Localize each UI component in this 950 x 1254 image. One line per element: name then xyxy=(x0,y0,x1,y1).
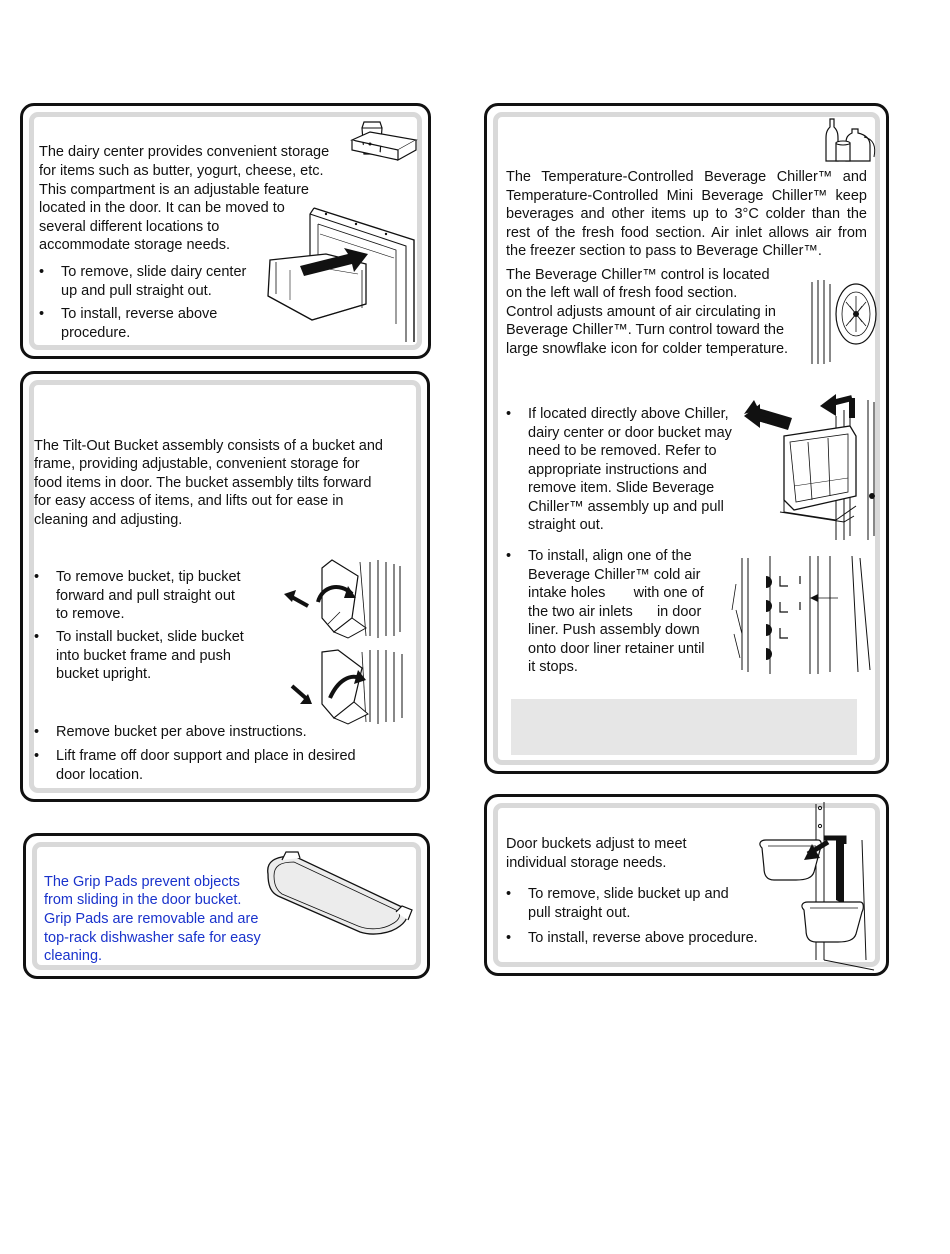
bullet-line: intake holes with one of xyxy=(528,585,704,601)
chiller-control-line: Beverage Chiller™. Turn control toward the xyxy=(506,322,785,338)
bullet-line: appropriate instructions and xyxy=(528,462,707,478)
tilt-intro-line: frame, providing adjustable, convenient storage for xyxy=(34,456,360,472)
bullet-line: straight out. xyxy=(528,517,604,533)
bullet-line: Lift frame off door support and place in desired xyxy=(56,748,356,764)
bullet-line: To remove, slide bucket up and xyxy=(528,886,729,902)
bullet-line: liner. Push assembly down xyxy=(528,622,700,638)
dairy-intro-line: several different locations to xyxy=(39,219,220,235)
bullet-line: dairy center or door bucket may xyxy=(528,425,732,441)
chiller-control-line: on the left wall of fresh food section. xyxy=(506,285,738,301)
chiller-intro-line: The Temperature-Controlled Beverage Chiller™ and xyxy=(506,169,867,185)
bullet-line: the two air inlets in door xyxy=(528,604,702,620)
bullet-symbol: • xyxy=(506,886,512,902)
bullet-line: Beverage Chiller™ cold air xyxy=(528,567,701,583)
bullet-line: To remove bucket, tip bucket xyxy=(56,569,241,585)
chiller-control-dial-illustration xyxy=(806,276,878,366)
bullet-line: into bucket frame and push xyxy=(56,648,231,664)
bullet-line: Remove bucket per above instructions. xyxy=(56,724,307,740)
dairy-intro-line: accommodate storage needs. xyxy=(39,237,231,253)
chiller-intro-line: rest of the fresh food section. Air inlet allows air from xyxy=(506,225,867,241)
grip-pads-line: top-rack dishwasher safe for easy xyxy=(44,930,261,946)
grip-pads-line: Grip Pads are removable and are xyxy=(44,911,259,927)
dairy-food-icon xyxy=(350,118,420,162)
bullet-line: To remove, slide dairy center xyxy=(61,264,247,280)
bullet-line: it stops. xyxy=(528,659,578,675)
bullet-symbol: • xyxy=(34,569,40,585)
bullet-line: If located directly above Chiller, xyxy=(528,406,729,422)
bullet-line: procedure. xyxy=(61,325,131,341)
bullet-symbol: • xyxy=(39,306,45,322)
grip-pads-line: cleaning. xyxy=(44,948,103,964)
bullet-line: To install bucket, slide bucket xyxy=(56,629,244,645)
chiller-install-illustration xyxy=(730,554,876,676)
grip-pads-line: The Grip Pads prevent objects xyxy=(44,874,240,890)
door-buckets-intro-line: individual storage needs. xyxy=(506,855,667,871)
bullet-line: pull straight out. xyxy=(528,905,631,921)
chiller-removal-illustration xyxy=(744,396,878,542)
bullet-line: To install, reverse above procedure. xyxy=(528,930,758,946)
tilt-intro-line: food items in door. The bucket assembly tilts forward xyxy=(34,475,372,491)
bullet-line: to remove. xyxy=(56,606,125,622)
dairy-center-illustration xyxy=(266,204,418,344)
tilt-bucket-install-illustration xyxy=(286,648,410,726)
bullet-symbol: • xyxy=(506,930,512,946)
bullet-symbol: • xyxy=(39,264,45,280)
beverage-bottles-icon xyxy=(822,117,878,163)
chiller-note-box xyxy=(511,699,857,755)
bullet-symbol: • xyxy=(506,406,512,422)
bullet-symbol: • xyxy=(34,724,40,740)
bullet-line: To install, reverse above xyxy=(61,306,218,322)
door-buckets-intro-line: Door buckets adjust to meet xyxy=(506,836,687,852)
dairy-intro-line: The dairy center provides convenient storage xyxy=(39,144,330,160)
bullet-line: door location. xyxy=(56,767,144,783)
bullet-line: remove item. Slide Beverage xyxy=(528,480,715,496)
bullet-symbol: • xyxy=(34,629,40,645)
tilt-intro-line: The Tilt-Out Bucket assembly consists of a bucket and xyxy=(34,438,383,454)
chiller-intro-line: the freezer section to pass to Beverage Chiller™. xyxy=(506,243,822,259)
grip-pads-line: from sliding in the door bucket. xyxy=(44,892,242,908)
tilt-intro-line: cleaning and adjusting. xyxy=(34,512,183,528)
tilt-intro-line: for easy access of items, and lifts out for ease in xyxy=(34,493,344,509)
chiller-control-line: The Beverage Chiller™ control is located xyxy=(506,267,770,283)
dairy-intro-line: This compartment is an adjustable feature xyxy=(39,182,309,198)
bullet-line: Chiller™ assembly up and pull xyxy=(528,499,724,515)
chiller-intro-line: Temperature-Controlled Mini Beverage Chiller™ keep xyxy=(506,188,867,204)
chiller-control-line: Control adjusts amount of air circulating in xyxy=(506,304,776,320)
bullet-line: up and pull straight out. xyxy=(61,283,212,299)
dairy-intro-line: for items such as butter, yogurt, cheese, etc. xyxy=(39,163,324,179)
dairy-intro-line: located in the door. It can be moved to xyxy=(39,200,285,216)
bullet-line: To install, align one of the xyxy=(528,548,692,564)
chiller-control-line: large snowflake icon for colder temperature. xyxy=(506,341,789,357)
bullet-symbol: • xyxy=(34,748,40,764)
door-bucket-illustration xyxy=(756,800,876,972)
grip-pad-illustration xyxy=(264,848,414,938)
bullet-line: onto door liner retainer until xyxy=(528,641,705,657)
bullet-line: need to be removed. Refer to xyxy=(528,443,717,459)
chiller-intro-line: beverages and other items up to 3°C colder than the xyxy=(506,206,867,222)
bullet-line: bucket upright. xyxy=(56,666,152,682)
bullet-line: forward and pull straight out xyxy=(56,588,235,604)
tilt-bucket-remove-illustration xyxy=(282,558,408,640)
bullet-symbol: • xyxy=(506,548,512,564)
